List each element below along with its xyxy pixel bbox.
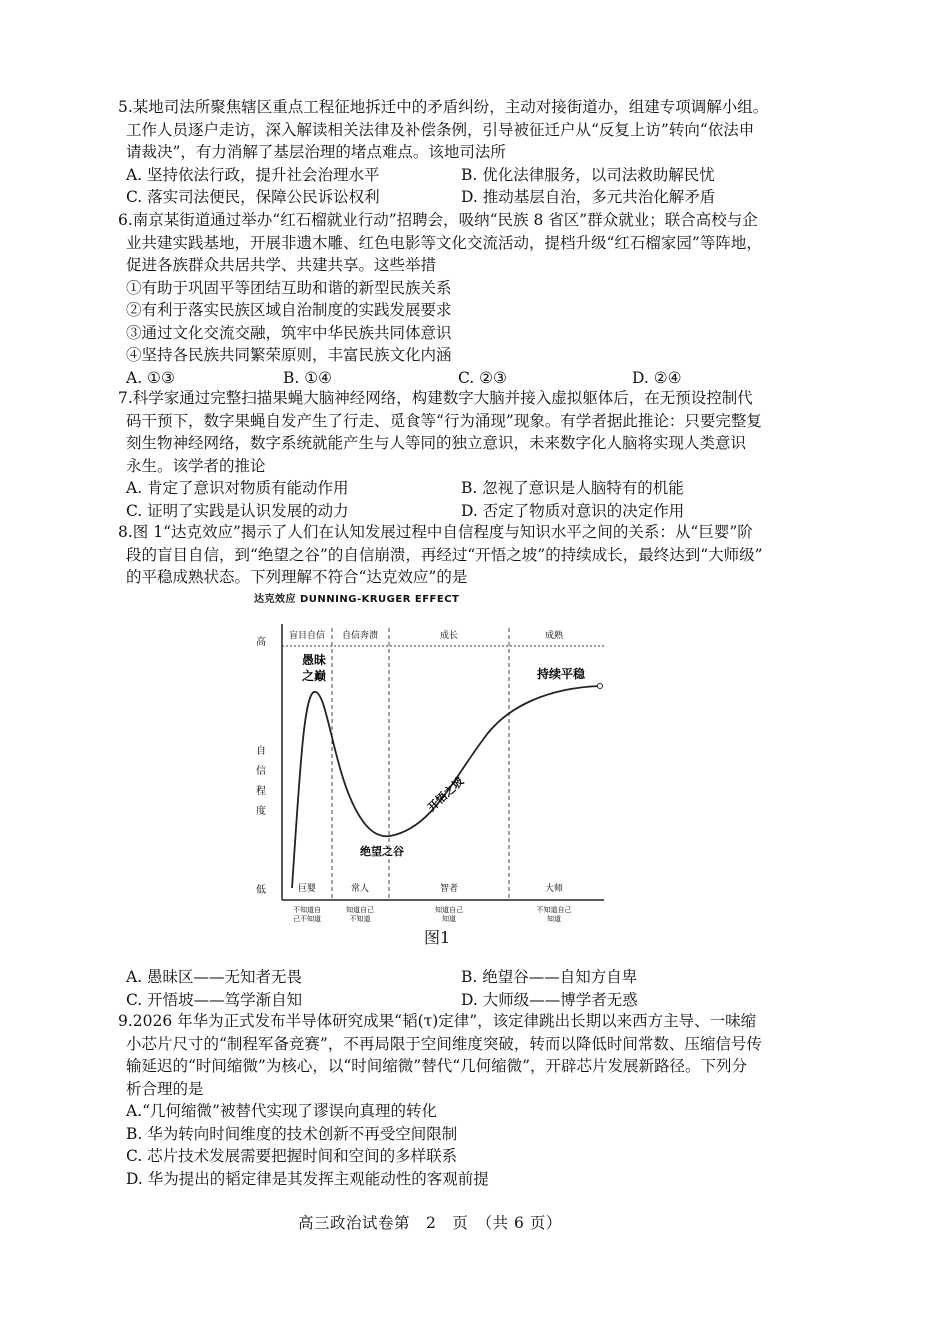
q9-stem-line: 输延迟的“时间缩微”为核心，以“时间缩微”替代“几何缩微”，开辟芯片发展新路径。下列分 xyxy=(126,1057,748,1075)
q9-option-d[interactable]: D. 华为提出的韬定律是其发挥主观能动性的客观前提 xyxy=(126,1169,489,1188)
stage-label: 大师 xyxy=(544,884,564,894)
q6-option-a[interactable]: A. ①③ xyxy=(126,368,175,387)
stage-note: 己不知道 xyxy=(293,915,321,923)
q9-stem-line: 析合理的是 xyxy=(126,1079,204,1098)
q9-option-c[interactable]: C. 芯片技术发展需要把握时间和空间的多样联系 xyxy=(126,1147,458,1165)
q6-stem-line: 6.南京某街道通过举办“红石榴就业行动”招聘会，吸纳“民族 8 省区”群众就业；联合高校与企 xyxy=(118,211,758,229)
q7-option-b[interactable]: B. 忽视了意识是人脑特有的机能 xyxy=(461,479,684,497)
peak-label: 愚昧 xyxy=(301,653,327,667)
page-footer: 高三政治试卷第 2 页 （共 6 页） xyxy=(298,1214,562,1232)
q6-statement-4: ④坚持各民族共同繁荣原则，丰富民族文化内涵 xyxy=(126,346,452,364)
y-high-label: 高 xyxy=(256,637,266,648)
phase-header: 盲目自信 xyxy=(288,631,326,641)
q8-stem-line: 的平稳成熟状态。下列理解不符合“达克效应”的是 xyxy=(126,568,468,586)
q7-options-row-1 xyxy=(118,477,838,500)
stage-note: 不知道自己 xyxy=(536,906,572,914)
q6-stem-line: 促进各族群众共居共学、共建共享。这些举措 xyxy=(126,256,437,274)
q7-option-c[interactable]: C. 证明了实践是认识发展的动力 xyxy=(126,501,349,520)
stage-label: 巨婴 xyxy=(297,884,317,894)
q9-option-b[interactable]: B. 华为转向时间维度的技术创新不再受空间限制 xyxy=(126,1124,458,1143)
stage-note: 知道自己 xyxy=(346,906,374,914)
stage-note: 不知道自 xyxy=(293,906,321,914)
q9-option-a[interactable]: A.“几何缩微”被替代实现了谬误向真理的转化 xyxy=(126,1102,437,1120)
question-5 xyxy=(118,96,838,209)
phase-header: 成长 xyxy=(439,631,459,641)
stage-label: 智者 xyxy=(439,884,459,894)
q6-statement-3: ③通过文化交流交融，筑牢中华民族共同体意识 xyxy=(126,323,452,342)
q8-option-a[interactable]: A. 愚昧区——无知者无畏 xyxy=(126,968,303,986)
q6-option-c[interactable]: C. ②③ xyxy=(458,368,507,387)
q6-statement-1: ①有助于巩固平等团结互助和谐的新型民族关系 xyxy=(126,278,452,297)
y-label-char: 度 xyxy=(256,806,266,817)
y-label-char: 信 xyxy=(256,766,266,777)
q7-stem-line: 永生。该学者的推论 xyxy=(126,456,266,475)
question-8 xyxy=(118,521,838,589)
stage-label: 常人 xyxy=(350,884,370,894)
q8-option-d[interactable]: D. 大师级——博学者无惑 xyxy=(461,990,638,1009)
q6-option-b[interactable]: B. ①④ xyxy=(283,368,333,387)
q7-stem-line: 7.科学家通过完整扫描果蝇大脑神经网络，构建数字大脑并接入虚拟躯体后，在无预设控制代 xyxy=(118,389,753,407)
q6-statement-2: ②有利于落实民族区域自治制度的实践发展要求 xyxy=(126,301,452,319)
q7-option-d[interactable]: D. 否定了物质对意识的决定作用 xyxy=(461,501,685,520)
q7-stem-line: 码干预下，数字果蝇自发产生了行走、觅食等“行为涌现”现象。有学者据此推论：只要完整复 xyxy=(126,411,762,430)
figure-caption: 图1 xyxy=(424,928,451,947)
q7-option-a[interactable]: A. 肯定了意识对物质有能动作用 xyxy=(126,479,349,497)
stage-note: 知道 xyxy=(442,915,456,923)
y-label-char: 自 xyxy=(256,746,266,757)
peak-label: 之巅 xyxy=(301,669,327,683)
q8-option-b[interactable]: B. 绝望谷——自知方自卑 xyxy=(461,968,638,986)
q8-options-row-2 xyxy=(118,989,838,1012)
q5-stem-line: 工作人员逐户走访，深入解读相关法律及补偿条例，引导被征迁户从“反复上访”转向“依法申 xyxy=(126,120,755,139)
question-6 xyxy=(118,209,838,389)
q6-stem-line: 业共建实践基地，开展非遗木雕、红色电影等文化交流活动，提档升级“红石榴家园”等阵地， xyxy=(126,233,762,252)
q8-stem-line: 段的盲目自信，到“绝望之谷”的自信崩溃，再经过“开悟之坡”的持续成长，最终达到“大师级” xyxy=(126,545,763,564)
q5-stem-line: 5.某地司法所聚焦辖区重点工程征地拆迁中的矛盾纠纷，主动对接街道办，组建专项调解小组。 xyxy=(118,98,769,116)
q6-option-d[interactable]: D. ②④ xyxy=(632,368,682,387)
q5-options-row-2 xyxy=(118,186,838,209)
phase-header: 自信奔溃 xyxy=(341,631,379,641)
valley-label: 绝望之谷 xyxy=(360,845,404,858)
plateau-label: 持续平稳 xyxy=(537,667,586,681)
q8-option-c[interactable]: C. 开悟坡——笃学渐自知 xyxy=(126,990,303,1009)
phase-header: 成熟 xyxy=(544,631,564,641)
q5-option-b[interactable]: B. 优化法律服务，以司法救助解民忧 xyxy=(461,165,715,184)
q7-options-row-2 xyxy=(118,500,838,523)
figure-title: 达克效应 DUNNING-KRUGER EFFECT xyxy=(254,594,460,605)
q6-options-row xyxy=(118,367,838,390)
dunning-kruger-figure xyxy=(248,588,628,948)
y-low-label: 低 xyxy=(256,885,266,896)
stage-note: 知道自己 xyxy=(435,906,463,914)
curve-end-point xyxy=(598,684,603,689)
q5-option-a[interactable]: A. 坚持依法行政，提升社会治理水平 xyxy=(126,165,380,184)
q5-option-c[interactable]: C. 落实司法便民，保障公民诉讼权利 xyxy=(126,188,380,206)
stage-note: 知道 xyxy=(547,915,561,923)
q5-stem-line: 请裁决”，有力消解了基层治理的堵点难点。该地司法所 xyxy=(126,143,506,161)
q9-stem-line: 9.2026 年华为正式发布半导体研究成果“韬(τ)定律”，该定律跳出长期以来西方主导、一味缩 xyxy=(118,1012,757,1030)
q5-option-d[interactable]: D. 推动基层自治，多元共治化解矛盾 xyxy=(461,188,716,206)
q8-options-row-1 xyxy=(118,966,838,989)
q8-stem-line: 8.图 1“达克效应”揭示了人们在认知发展过程中自信程度与知识水平之间的关系：从“巨婴”阶 xyxy=(118,523,753,541)
slope-label: 开悟之坡 xyxy=(425,774,467,815)
q7-stem-line: 刻生物神经网络，数字系统就能产生与人等同的独立意识，未来数字化人脑将实现人类意识 xyxy=(126,434,747,452)
q8-options xyxy=(118,966,838,1011)
y-label-char: 程 xyxy=(256,786,266,797)
stage-note: 不知道 xyxy=(349,915,371,923)
question-9 xyxy=(118,1010,838,1190)
q9-stem-line: 小芯片尺寸的“制程军备竞赛”，不再局限于空间维度突破，转而以降低时间常数、压缩信号传 xyxy=(126,1034,762,1053)
q5-options-row-1 xyxy=(118,164,838,187)
question-7 xyxy=(118,387,838,522)
